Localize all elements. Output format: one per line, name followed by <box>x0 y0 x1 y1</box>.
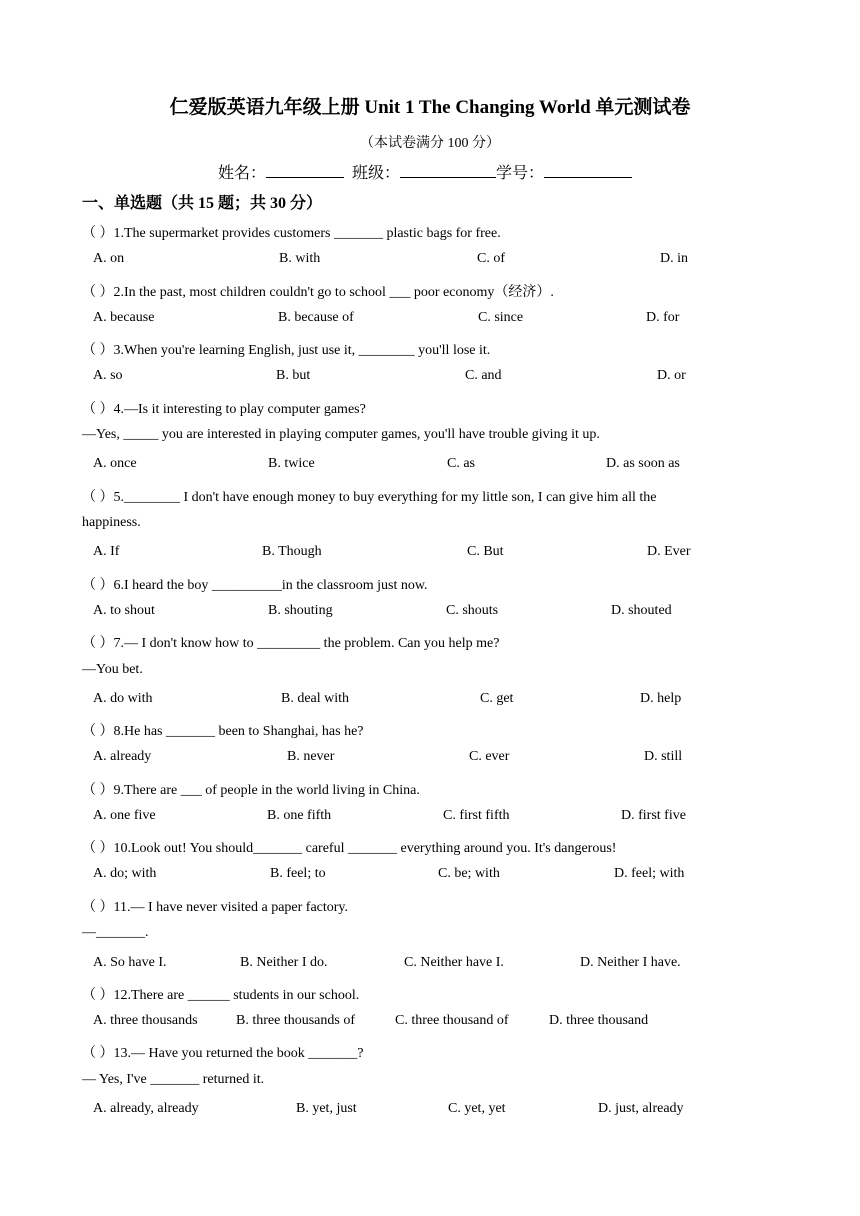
question-stem: （ ）1.The supermarket provides customers _______ plastic bags for free. <box>82 226 501 241</box>
option-b: B. yet, just <box>296 1101 357 1116</box>
option-d: D. help <box>640 691 682 706</box>
option-row <box>0 456 860 476</box>
option-d: D. Ever <box>647 544 691 559</box>
option-row <box>0 1013 860 1033</box>
option-c: C. Neither have I. <box>404 955 504 970</box>
question-stem: （ ）13.— Have you returned the book _______? <box>82 1046 364 1061</box>
option-c: C. of <box>477 251 505 266</box>
option-row <box>0 544 860 564</box>
option-c: C. and <box>465 368 502 383</box>
option-b: B. but <box>276 368 311 383</box>
page-subtitle: （本试卷满分 100 分） <box>360 136 500 151</box>
option-b: B. Neither I do. <box>240 955 328 970</box>
name-blank[interactable] <box>266 163 344 178</box>
option-d: D. Neither I have. <box>580 955 681 970</box>
option-a: A. do; with <box>93 866 157 881</box>
option-d: D. or <box>657 368 686 383</box>
option-d: D. in <box>660 251 688 266</box>
option-c: C. shouts <box>446 603 499 618</box>
option-a: A. already <box>93 749 152 764</box>
question-stem: （ ）3.When you're learning English, just use it, ________ you'll lose it. <box>82 343 491 358</box>
option-c: C. But <box>467 544 504 559</box>
option-a: A. to shout <box>93 603 155 618</box>
option-c: C. yet, yet <box>448 1101 506 1116</box>
option-row <box>0 808 860 828</box>
question-stem: （ ）8.He has _______ been to Shanghai, has he? <box>82 724 364 739</box>
option-c: C. as <box>447 456 475 471</box>
question-stem: （ ）4.—Is it interesting to play computer games? <box>82 402 366 417</box>
option-b: B. Though <box>262 544 322 559</box>
option-row <box>0 251 860 271</box>
question-stem: （ ）2.In the past, most children couldn't go to school ___ poor economy（经济）. <box>82 285 554 300</box>
option-b: B. feel; to <box>270 866 326 881</box>
option-d: D. shouted <box>611 603 672 618</box>
class-blank[interactable] <box>400 163 496 178</box>
option-b: B. because of <box>278 310 354 325</box>
option-d: D. for <box>646 310 680 325</box>
option-row <box>0 1101 860 1121</box>
option-d: D. three thousand <box>549 1013 649 1028</box>
option-a: A. So have I. <box>93 955 167 970</box>
option-a: A. one five <box>93 808 156 823</box>
option-c: C. be; with <box>438 866 500 881</box>
option-a: A. so <box>93 368 123 383</box>
option-a: A. three thousands <box>93 1013 198 1028</box>
option-d: D. first five <box>621 808 686 823</box>
option-row <box>0 866 860 886</box>
option-c: C. first fifth <box>443 808 510 823</box>
option-d: D. just, already <box>598 1101 684 1116</box>
option-row <box>0 310 860 330</box>
option-b: B. with <box>279 251 321 266</box>
question-stem: （ ）11.— I have never visited a paper factory. <box>82 900 349 915</box>
question-continuation: —_______. <box>82 925 149 940</box>
question-continuation: —Yes, _____ you are interested in playing computer games, you'll have trouble giving it up. <box>82 427 600 442</box>
option-b: B. twice <box>268 456 315 471</box>
id-label: 学号： <box>496 165 545 182</box>
id-blank[interactable] <box>544 163 632 178</box>
option-b: B. three thousands of <box>236 1013 355 1028</box>
question-stem: （ ）6.I heard the boy __________in the classroom just now. <box>82 578 428 593</box>
option-b: B. never <box>287 749 335 764</box>
option-c: C. get <box>480 691 514 706</box>
option-a: A. If <box>93 544 120 559</box>
option-a: A. do with <box>93 691 153 706</box>
option-b: B. shouting <box>268 603 333 618</box>
option-d: D. as soon as <box>606 456 680 471</box>
option-row <box>0 603 860 623</box>
option-row <box>0 368 860 388</box>
option-a: A. already, already <box>93 1101 199 1116</box>
name-label: 姓名： <box>218 165 267 182</box>
option-row <box>0 691 860 711</box>
option-row <box>0 955 860 975</box>
option-b: B. deal with <box>281 691 350 706</box>
class-label: 班级： <box>352 165 401 182</box>
question-stem: （ ）12.There are ______ students in our school. <box>82 988 360 1003</box>
question-stem: （ ）5.________ I don't have enough money to buy everything for my little son, I can give him all the <box>82 490 657 505</box>
question-continuation: — Yes, I've _______ returned it. <box>82 1072 265 1087</box>
option-a: A. on <box>93 251 125 266</box>
option-c: C. ever <box>469 749 510 764</box>
question-stem: （ ）7.— I don't know how to _________ the problem. Can you help me? <box>82 636 500 651</box>
question-stem: （ ）9.There are ___ of people in the world living in China. <box>82 783 420 798</box>
option-a: A. once <box>93 456 137 471</box>
option-row <box>0 749 860 769</box>
option-c: C. three thousand of <box>395 1013 509 1028</box>
page-title: 仁爱版英语九年级上册 Unit 1 The Changing World 单元测试卷 <box>169 97 691 118</box>
student-info-line <box>218 160 632 183</box>
question-continuation: —You bet. <box>82 662 143 677</box>
option-a: A. because <box>93 310 155 325</box>
section-heading: 一、单选题（共 15 题；共 30 分） <box>82 195 323 212</box>
option-b: B. one fifth <box>267 808 332 823</box>
option-d: D. still <box>644 749 683 764</box>
option-d: D. feel; with <box>614 866 685 881</box>
question-continuation: happiness. <box>82 515 141 530</box>
question-stem: （ ）10.Look out! You should_______ careful _______ everything around you. It's dangerous! <box>82 841 617 856</box>
option-c: C. since <box>478 310 524 325</box>
